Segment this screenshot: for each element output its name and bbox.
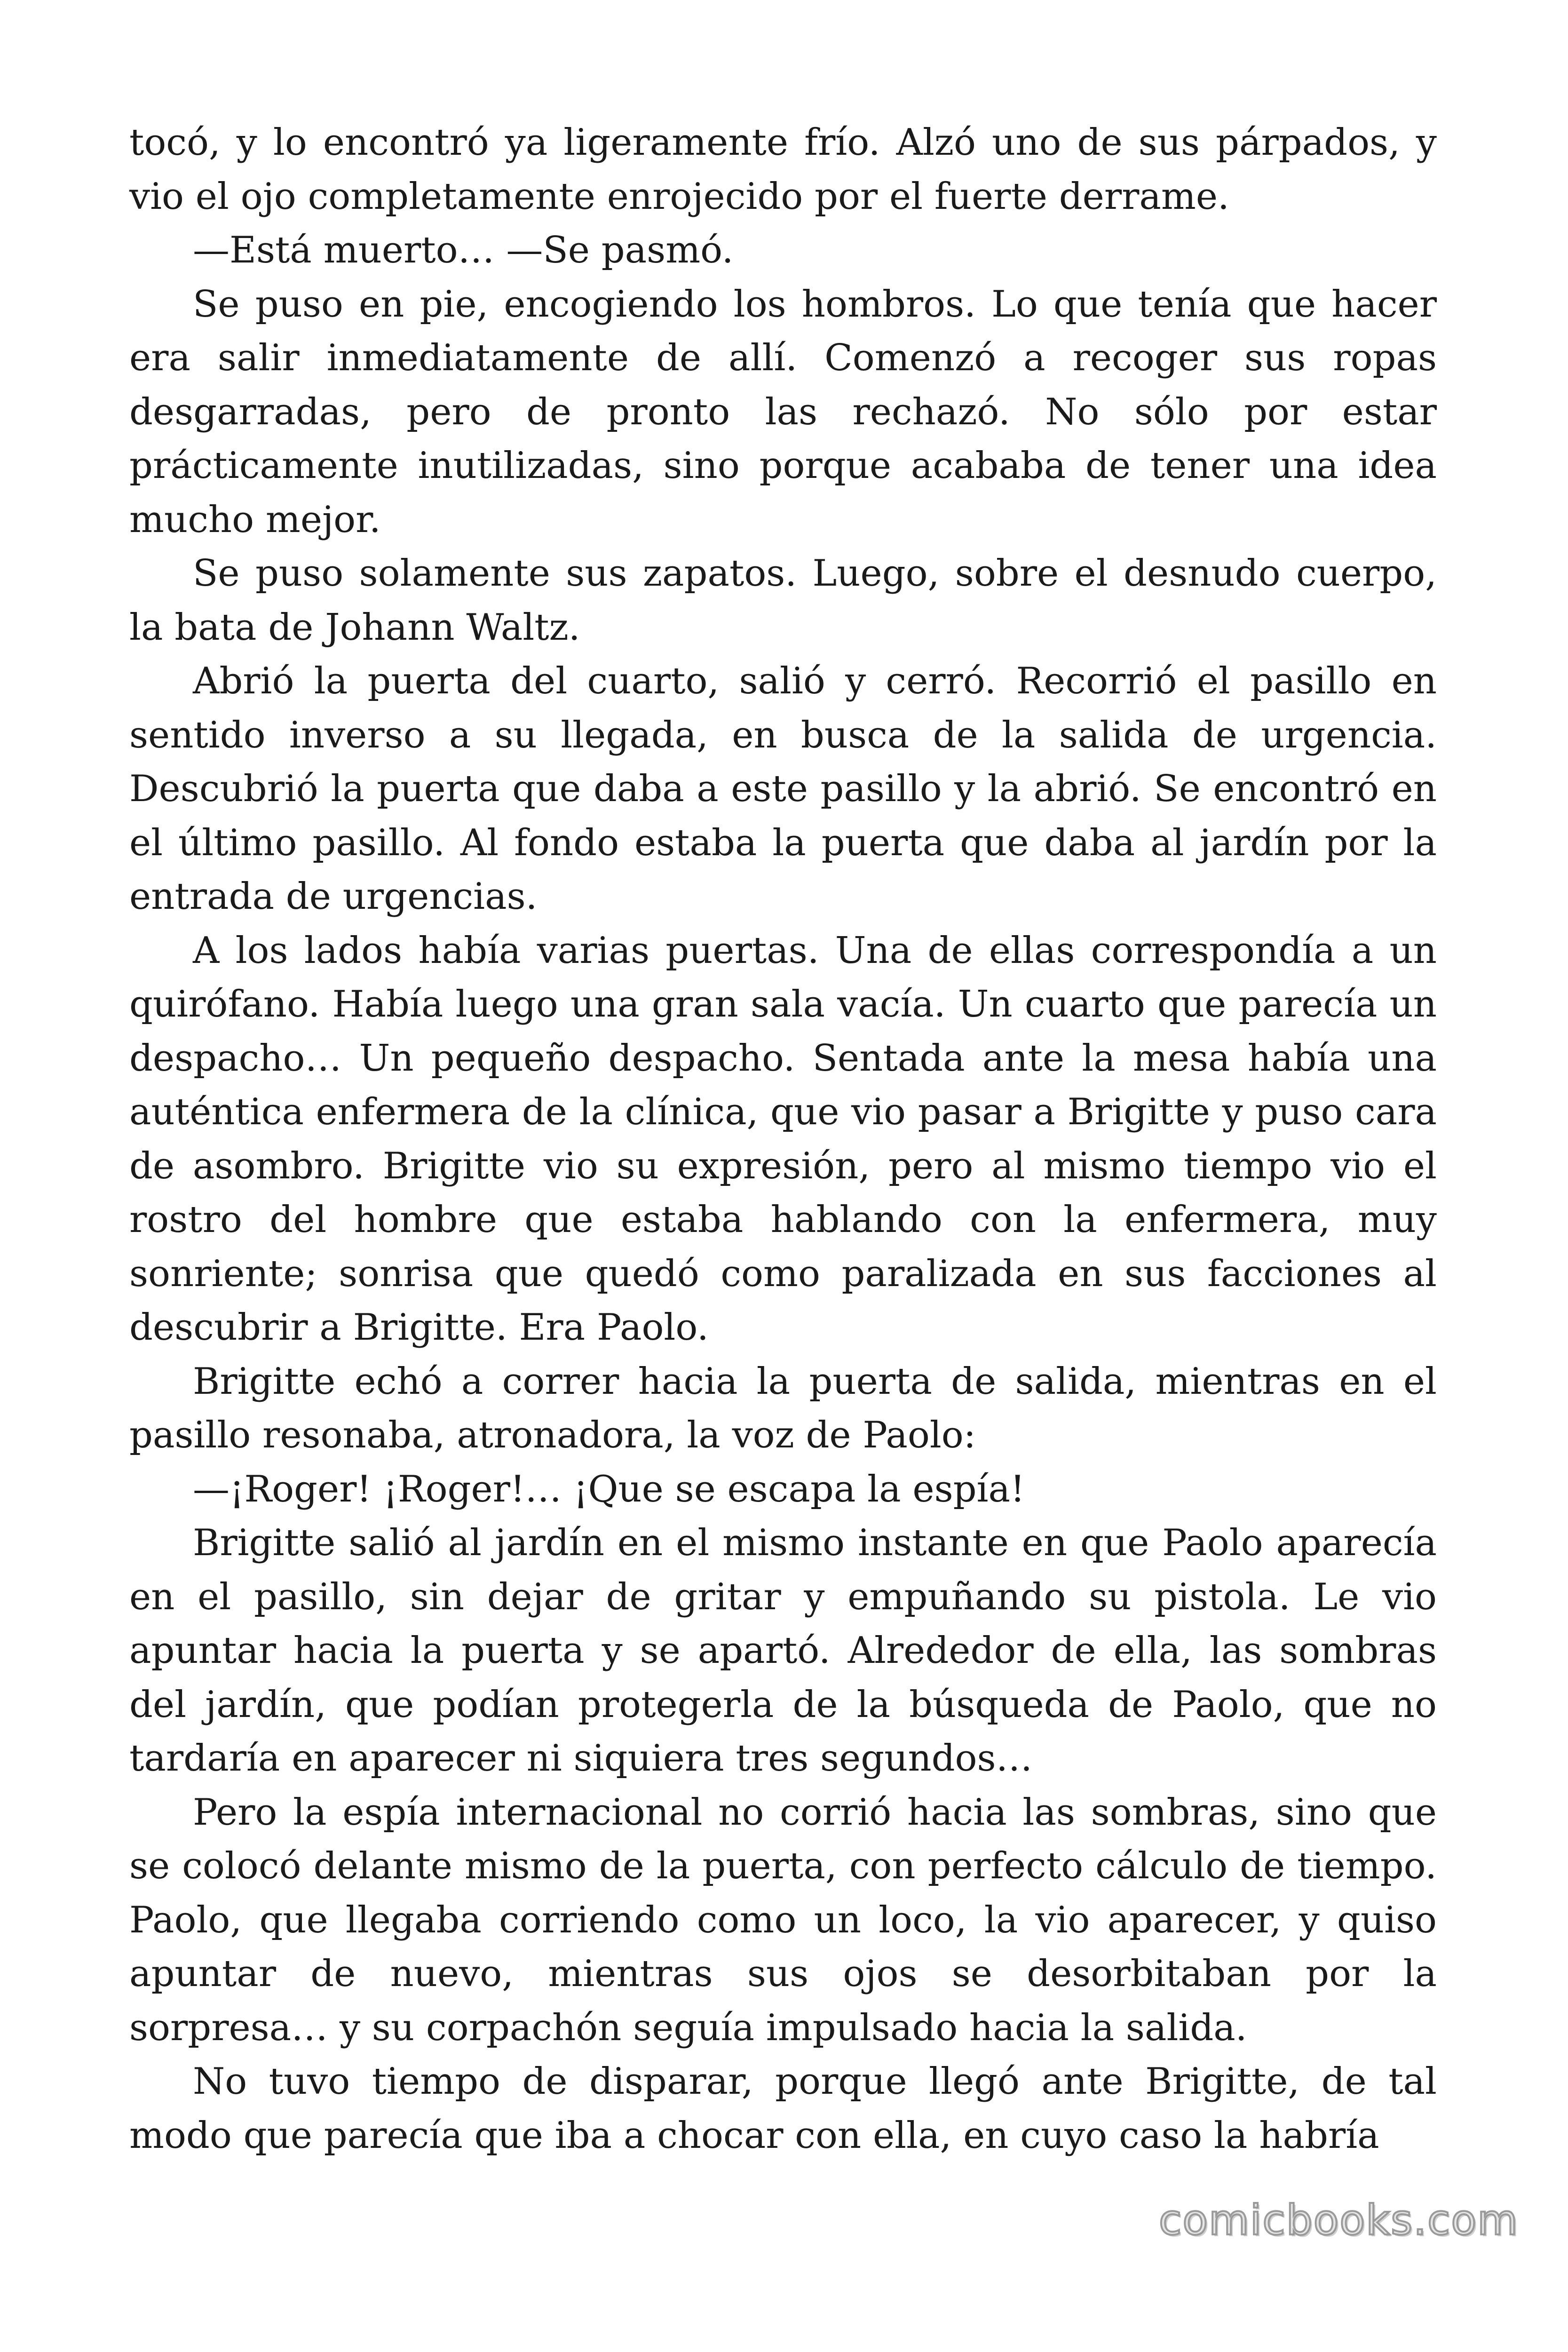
- paragraph: Brigitte salió al jardín en el mismo instante en que Paolo aparecía en el pasillo, sin dejar de gritar y empuñando su pistola. Le vio apuntar hacia la puerta y se apartó. Alrededor de ella, las sombras del jardín, que podían protegerla de la búsqueda de Paolo, que no tardaría en aparecer ni siquiera tres segundos…: [129, 1522, 1437, 1780]
- paragraph: —¡Roger! ¡Roger!… ¡Que se escapa la espía!: [193, 1468, 1025, 1510]
- paragraph: No tuvo tiempo de disparar, porque llegó ante Brigitte, de tal modo que parecía que iba a chocar con ella, en cuyo caso la habría: [129, 2060, 1437, 2157]
- paragraph: Se puso en pie, encogiendo los hombros. Lo que tenía que hacer era salir inmediatamente de allí. Comenzó a recoger sus ropas desgarradas, pero de pronto las rechazó. No sólo por estar prácticamente inutilizadas, sino porque acababa de tener una idea mucho mejor.: [129, 283, 1437, 541]
- paragraph: Pero la espía internacional no corrió hacia las sombras, sino que se colocó delante mismo de la puerta, con perfecto cálculo de tiempo. Paolo, que llegaba corriendo como un loco, la vio aparecer, y quiso apuntar de nuevo, mientras sus ojos se desorbitaban por la sorpresa… y su corpachón seguía impulsado hacia la salida.: [129, 1791, 1437, 2049]
- paragraph: Brigitte echó a correr hacia la puerta de salida, mientras en el pasillo resonaba, atronadora, la voz de Paolo:: [129, 1360, 1437, 1456]
- paragraph: tocó, y lo encontró ya ligeramente frío. Alzó uno de sus párpados, y vio el ojo completamente enrojecido por el fuerte derrame.: [129, 121, 1437, 218]
- watermark: comicbooks.com: [1158, 2196, 1519, 2244]
- paragraph: —Está muerto… —Se pasmó.: [193, 229, 734, 271]
- paragraph: Se puso solamente sus zapatos. Luego, sobre el desnudo cuerpo, la bata de Johann Waltz.: [129, 552, 1437, 649]
- body-text: [129, 116, 1437, 2162]
- paragraph: Abrió la puerta del cuarto, salió y cerró. Recorrió el pasillo en sentido inverso a su llegada, en busca de la salida de urgencia. Descubrió la puerta que daba a este pasillo y la abrió. Se encontró en el último pasillo. Al fondo estaba la puerta que daba al jardín por la entrada de urgencias.: [129, 660, 1437, 918]
- paragraph: A los lados había varias puertas. Una de ellas correspondía a un quirófano. Había luego una gran sala vacía. Un cuarto que parecía un despacho… Un pequeño despacho. Sentada ante la mesa había una auténtica enfermera de la clínica, que vio pasar a Brigitte y puso cara de asombro. Brigitte vio su expresión, pero al mismo tiempo vio el rostro del hombre que estaba hablando con la enfermera, muy sonriente; sonrisa que quedó como paralizada en sus facciones al descubrir a Brigitte. Era Paolo.: [129, 929, 1437, 1349]
